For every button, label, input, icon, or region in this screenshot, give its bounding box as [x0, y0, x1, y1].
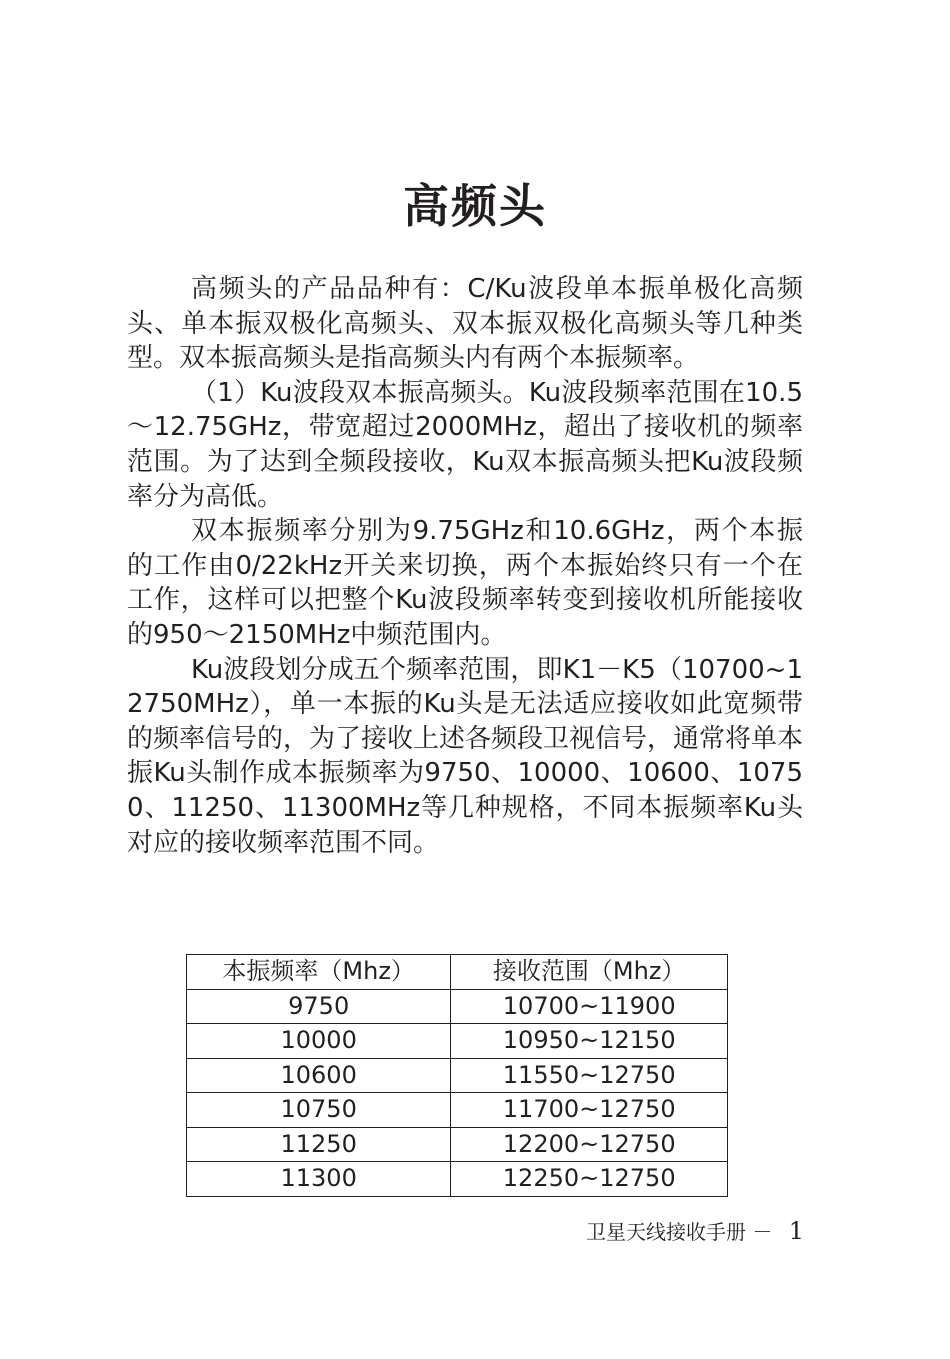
receive-range-cell: 11700~12750 [451, 1093, 728, 1128]
footer-separator: － [752, 1220, 773, 1244]
page-number: 1 [788, 1217, 804, 1245]
table-row [187, 1058, 728, 1093]
lo-frequency-cell: 10750 [187, 1093, 451, 1128]
lo-frequency-cell: 11250 [187, 1127, 451, 1162]
paragraph-ku-dual-lo: （1）Ku波段双本振高频头。Ku波段频率范围在10.5～12.75GHz，带宽超过2000MHz，超出了接收机的频率范围。为了达到全频段接收，Ku双本振高频头把Ku波段频率分为高低。 [127, 377, 803, 512]
receive-range-cell: 12250~12750 [451, 1162, 728, 1197]
header-receive-range: 接收范围（Mhz） [451, 955, 728, 990]
paragraph-lo-frequencies: 双本振频率分别为9.75GHz和10.6GHz，两个本振的工作由0/22kHz开关来切换，两个本振始终只有一个在工作，这样可以把整个Ku波段频率转变到接收机所能接收的950～2150MHz中频范围内。 [127, 516, 803, 650]
receive-range-cell: 12200~12750 [451, 1127, 728, 1162]
table-row [187, 1127, 728, 1162]
lo-frequency-cell: 10000 [187, 1024, 451, 1059]
receive-range-cell: 11550~12750 [451, 1058, 728, 1093]
table-row [187, 989, 728, 1024]
paragraph-ku-band-ranges: Ku波段划分成五个频率范围，即K1－K5（10700~12750MHz），单一本振的Ku头是无法适应接收如此宽频带的频率信号的，为了接收上述各频段卫视信号，通常将单本振Ku头制作成本振频率为9750、10000、10600、10750、11250、11300MHz等几种规格，不同本振频率Ku头对应的接收频率范围不同。 [127, 654, 804, 858]
header-lo-frequency: 本振频率（Mhz） [187, 955, 451, 990]
table-row [187, 1162, 728, 1197]
table-row [187, 1024, 728, 1059]
receive-range-cell: 10950~12150 [451, 1024, 728, 1059]
page-title: 高频头 [403, 179, 547, 233]
page-footer [586, 1216, 804, 1247]
receive-range-cell: 10700~11900 [451, 989, 728, 1024]
lo-frequency-cell: 9750 [187, 989, 451, 1024]
table-header-row [187, 955, 728, 990]
frequency-table [186, 954, 728, 1197]
paragraph-product-types: 高频头的产品品种有：C/Ku波段单本振单极化高频头、单本振双极化高频头、双本振双极化高频头等几种类型。双本振高频头是指高频头内有两个本振频率。 [127, 274, 803, 374]
table-row [187, 1093, 728, 1128]
lo-frequency-cell: 10600 [187, 1058, 451, 1093]
body-text [127, 272, 803, 860]
footer-book-title: 卫星天线接收手册 [586, 1220, 746, 1244]
lo-frequency-cell: 11300 [187, 1162, 451, 1197]
